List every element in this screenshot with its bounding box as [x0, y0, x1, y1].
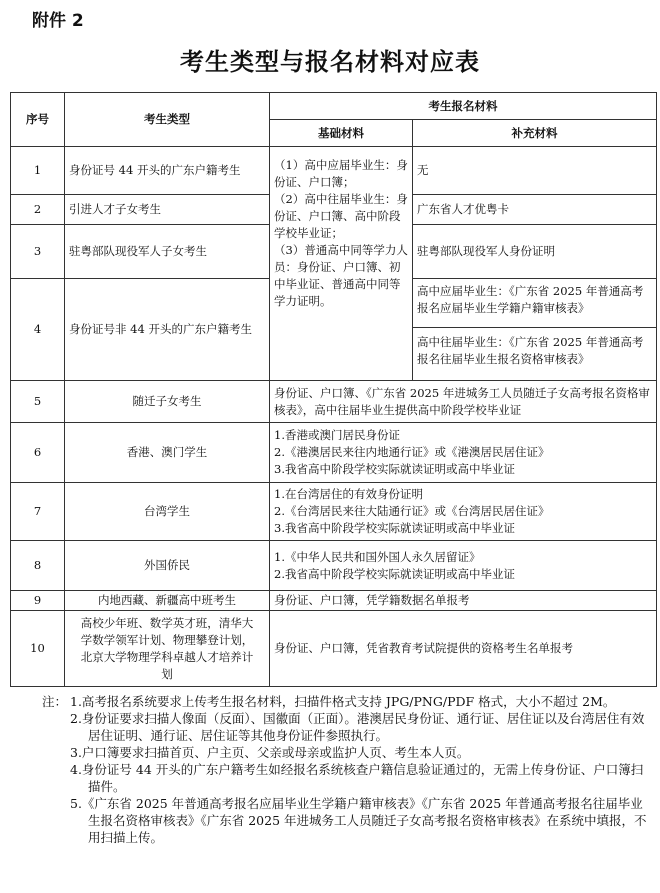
note-item — [14, 693, 650, 710]
row-type: 驻粤部队现役军人子女考生 — [65, 225, 270, 279]
row-type: 高校少年班、数学英才班，清华大学数学领军计划、物理攀登计划，北京大学物理学科卓越人才培养计划 — [65, 611, 270, 687]
row-number: 5 — [11, 381, 65, 423]
row-number: 3 — [11, 225, 65, 279]
row-number: 9 — [11, 591, 65, 611]
notes — [14, 693, 650, 846]
material-line: 2.《台湾居民来往大陆通行证》或《台湾居民居住证》 — [274, 504, 550, 518]
material-line: 3.我省高中阶段学校实际就读证明或高中毕业证 — [274, 521, 515, 535]
row-type: 外国侨民 — [65, 541, 270, 591]
row-number: 10 — [11, 611, 65, 687]
row-number: 8 — [11, 541, 65, 591]
note-item: 2.身份证要求扫描人像面（反面）、国徽面（正面）。港澳居民身份证、通行证、居住证以及台湾居住有效居住证明、通行证、居住证等其他身份证件参照执行。 — [70, 711, 645, 743]
note-item: 3.户口簿要求扫描首页、户主页、父亲或母亲或监护人页、考生本人页。 — [70, 745, 470, 760]
attachment-label: 附件 2 — [32, 11, 84, 31]
row-extra: 广东省人才优粤卡 — [413, 195, 657, 225]
table-row — [11, 591, 657, 611]
material-line: 1.香港或澳门居民身份证 — [274, 428, 400, 442]
row-number: 7 — [11, 483, 65, 541]
row-number: 6 — [11, 423, 65, 483]
header-extra: 补充材料 — [413, 120, 657, 147]
row-type: 内地西藏、新疆高中班考生 — [65, 591, 270, 611]
note-item: 5.《广东省 2025 年普通高考报名应届毕业生学籍户籍审核表》《广东省 2025 年普通高考报名往届毕业生报名资格审核表》《广东省 2025 年进城务工人员随迁子女高考报名资格审核表》在系统中填报，不用扫描上传。 — [70, 796, 647, 845]
row-type: 身份证号非 44 开头的广东户籍考生 — [65, 279, 270, 381]
table-row — [11, 381, 657, 423]
basic-item: （3）普通高中同等学力人员：身份证、户口簿、初中毕业证、普通高中同等学力证明。 — [274, 243, 408, 308]
note-item: 4.身份证号 44 开头的广东户籍考生如经报名系统核查户籍信息验证通过的，无需上传身份证、户口簿扫描件。 — [70, 762, 644, 794]
table-row — [11, 147, 657, 195]
table-row — [11, 611, 657, 687]
row-extra: 无 — [413, 147, 657, 195]
extra-item: 高中应届毕业生：《广东省 2025 年普通高考报名应届毕业生学籍户籍审核表》 — [413, 279, 656, 328]
material-line: 2.我省高中阶段学校实际就读证明或高中毕业证 — [274, 566, 515, 581]
header-basic: 基础材料 — [270, 120, 413, 147]
table-row — [11, 483, 657, 541]
table-row — [11, 423, 657, 483]
row-extra: 驻粤部队现役军人身份证明 — [413, 225, 657, 279]
material-line: 1.在台湾居住的有效身份证明 — [274, 487, 423, 501]
basic-materials — [270, 147, 413, 381]
row-type: 台湾学生 — [65, 483, 270, 541]
row-type: 引进人才子女考生 — [65, 195, 270, 225]
header-type: 考生类型 — [65, 93, 270, 147]
row-materials — [270, 423, 657, 483]
header-materials: 考生报名材料 — [270, 93, 657, 120]
table-row — [11, 541, 657, 591]
basic-item: （1）高中应届毕业生：身份证、户口簿； — [274, 158, 408, 189]
material-line: 2.《港澳居民来往内地通行证》或《港澳居民居住证》 — [274, 445, 550, 459]
row-materials: 身份证、户口簿、《广东省 2025 年进城务工人员随迁子女高考报名资格审核表》，高中往届毕业生提供高中阶段学校毕业证 — [270, 381, 657, 423]
extra-item: 高中往届毕业生：《广东省 2025 年普通高考报名往届毕业生报名资格审核表》 — [417, 335, 644, 366]
material-line: 3.我省高中阶段学校实际就读证明或高中毕业证 — [274, 462, 515, 476]
row-materials: 身份证、户口簿，凭省教育考试院提供的资格考生名单报考 — [270, 611, 657, 687]
row-type: 随迁子女考生 — [65, 381, 270, 423]
row-materials: 身份证、户口簿，凭学籍数据名单报考 — [270, 591, 657, 611]
notes-label: 注： — [42, 694, 68, 709]
note-text: 1.高考报名系统要求上传考生报名材料，扫描件格式支持 JPG/PNG/PDF 格式，大小不超过 2M。 — [70, 694, 616, 709]
header-seq: 序号 — [11, 93, 65, 147]
row-materials — [270, 483, 657, 541]
row-type: 身份证号 44 开头的广东户籍考生 — [65, 147, 270, 195]
row-number: 1 — [11, 147, 65, 195]
materials-table — [10, 92, 657, 687]
row-number: 4 — [11, 279, 65, 381]
page-title: 考生类型与报名材料对应表 — [180, 47, 480, 76]
material-line: 1.《中华人民共和国外国人永久居留证》 — [274, 549, 481, 564]
basic-item: （2）高中往届毕业生：身份证、户口簿、高中阶段学校毕业证； — [274, 192, 408, 240]
row-materials — [270, 541, 657, 591]
row-number: 2 — [11, 195, 65, 225]
row-extra — [413, 279, 657, 381]
row-type: 香港、澳门学生 — [65, 423, 270, 483]
